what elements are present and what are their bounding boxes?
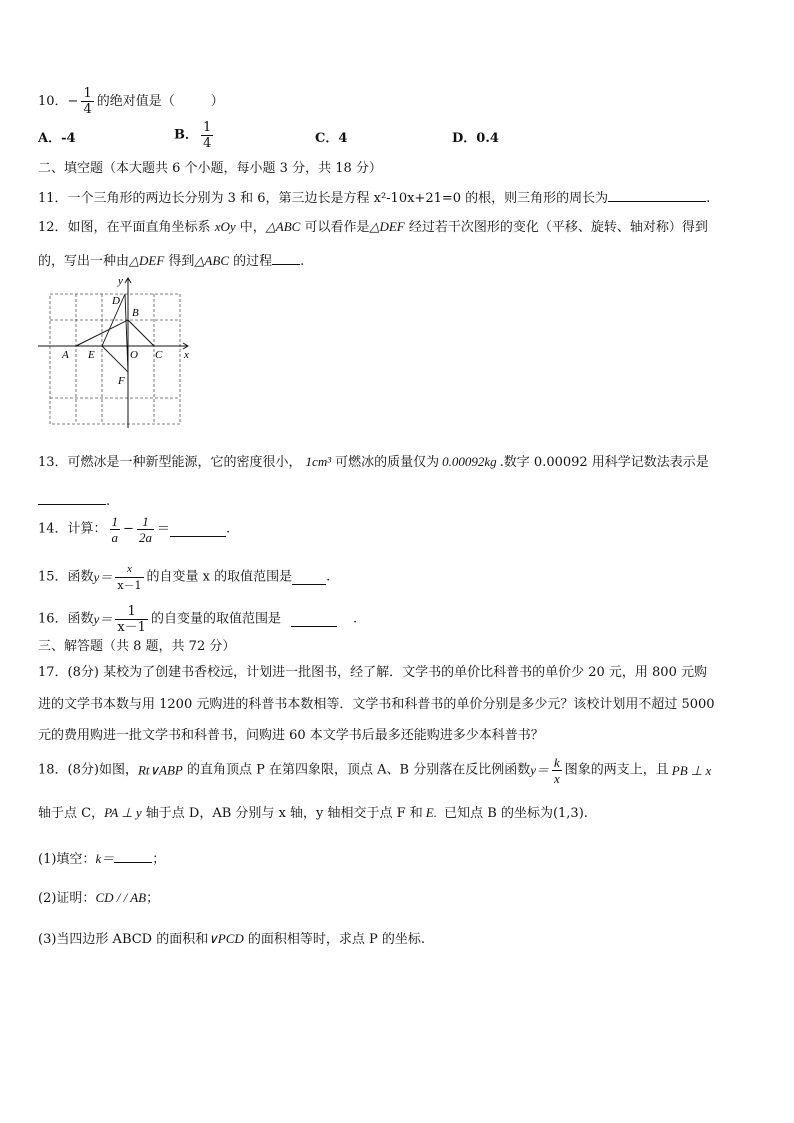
label-a: A xyxy=(62,349,69,361)
question-14: 14．计算： $\frac{1}{a}$ − $\frac{1}{2a}$ ＝ . xyxy=(38,514,231,545)
question-16: 16．函数y＝ $\frac{1}{x-1}$ 的自变量的取值范围是 . xyxy=(38,604,358,635)
question-11: 11．一个三角形的两边长分别为 3 和 6，第三边长是方程 x²-10x+21=0 的根，则三角形的周长为 . xyxy=(38,187,710,208)
coordinate-figure xyxy=(36,270,196,430)
section-heading: 三、解答题（共 8 题，共 72 分） xyxy=(38,639,236,654)
label-e: E xyxy=(88,349,95,361)
answer-blank[interactable] xyxy=(272,250,300,265)
question-number: 10． xyxy=(38,94,68,109)
label-y: y xyxy=(118,275,123,287)
triangle-abc xyxy=(76,320,154,346)
label-f: F xyxy=(118,375,125,387)
label-c: C xyxy=(155,349,163,361)
answer-blank[interactable] xyxy=(292,570,326,585)
answer-blank[interactable] xyxy=(291,612,337,627)
question-18-part1: (1)填空：k＝ ； xyxy=(38,848,165,869)
question-13-answer: . xyxy=(38,490,110,511)
answer-blank[interactable] xyxy=(38,490,106,505)
question-12-line2: 的，写出一种由△DEF 得到△ABC 的过程 . xyxy=(38,250,304,271)
fraction: $\frac{1}{4}$ xyxy=(83,86,92,117)
answer-blank[interactable] xyxy=(170,522,226,537)
option-b: B． $\frac{1}{4}$ xyxy=(174,120,212,151)
label-o: O xyxy=(130,349,138,361)
question-17-line3: 元的费用购进一批文学书和科普书，问购进 60 本文学书后最多还能购进多少本科普书？ xyxy=(38,728,544,743)
label-b: B xyxy=(132,307,139,319)
label-x: x xyxy=(184,349,189,361)
option-d: D．0.4 xyxy=(452,131,499,146)
answer-blank[interactable] xyxy=(114,848,152,863)
option-a: A．-4 xyxy=(38,131,76,146)
question-13: 13．可燃冰是一种新型能源，它的密度很小， 1cm³ 可燃冰的质量仅为 0.00092kg .数字 0.00092 用科学记数法表示是 xyxy=(38,454,709,470)
question-18-line1: 18．(8分)如图，Rt∨ABP 的直角顶点 P 在第四象限，顶点 A、B 分别落在反比例函数y＝ $\frac{k}{x}$ 图象的两支上，且 PB ⊥ x xyxy=(38,755,712,786)
section-heading: 二、填空题（本大题共 6 个小题，每小题 3 分，共 18 分） xyxy=(38,161,382,176)
question-17-line1: 17．(8分) 某校为了创建书香校远，计划进一批图书，经了解．文学书的单价比科普书的单价少 20 元，用 800 元购 xyxy=(38,665,707,680)
question-15: 15．函数y＝ $\frac{x}{x-1}$ 的自变量 x 的取值范围是 . xyxy=(38,563,331,592)
question-10: 10．− $\frac{1}{4}$ 的绝对值是（ ） xyxy=(38,86,224,117)
question-18-part3: (3)当四边形 ABCD 的面积和∨PCD 的面积相等时，求点 P 的坐标. xyxy=(38,931,426,947)
question-12-line1: 12．如图，在平面直角坐标系 xOy 中，△ABC 可以看作是△DEF 经过若干次图形的变化（平移、旋转、轴对称）得到 xyxy=(38,219,708,235)
option-c: C．4 xyxy=(315,131,348,146)
question-18-part2: (2)证明：CD / / AB； xyxy=(38,890,160,906)
answer-blank[interactable] xyxy=(608,187,706,202)
question-17-line2: 进的文学书本数与用 1200 元购进的科普书本数相等．文学书和科普书的单价分别是多少元？该校计划用不超过 5000 xyxy=(38,697,715,712)
question-18-line2: 轴于点 C，PA ⊥ y 轴于点 D，AB 分别与 x 轴，y 轴相交于点 F 和 E. 已知点 B 的坐标为(1,3). xyxy=(38,805,588,821)
label-d: D xyxy=(112,295,120,307)
